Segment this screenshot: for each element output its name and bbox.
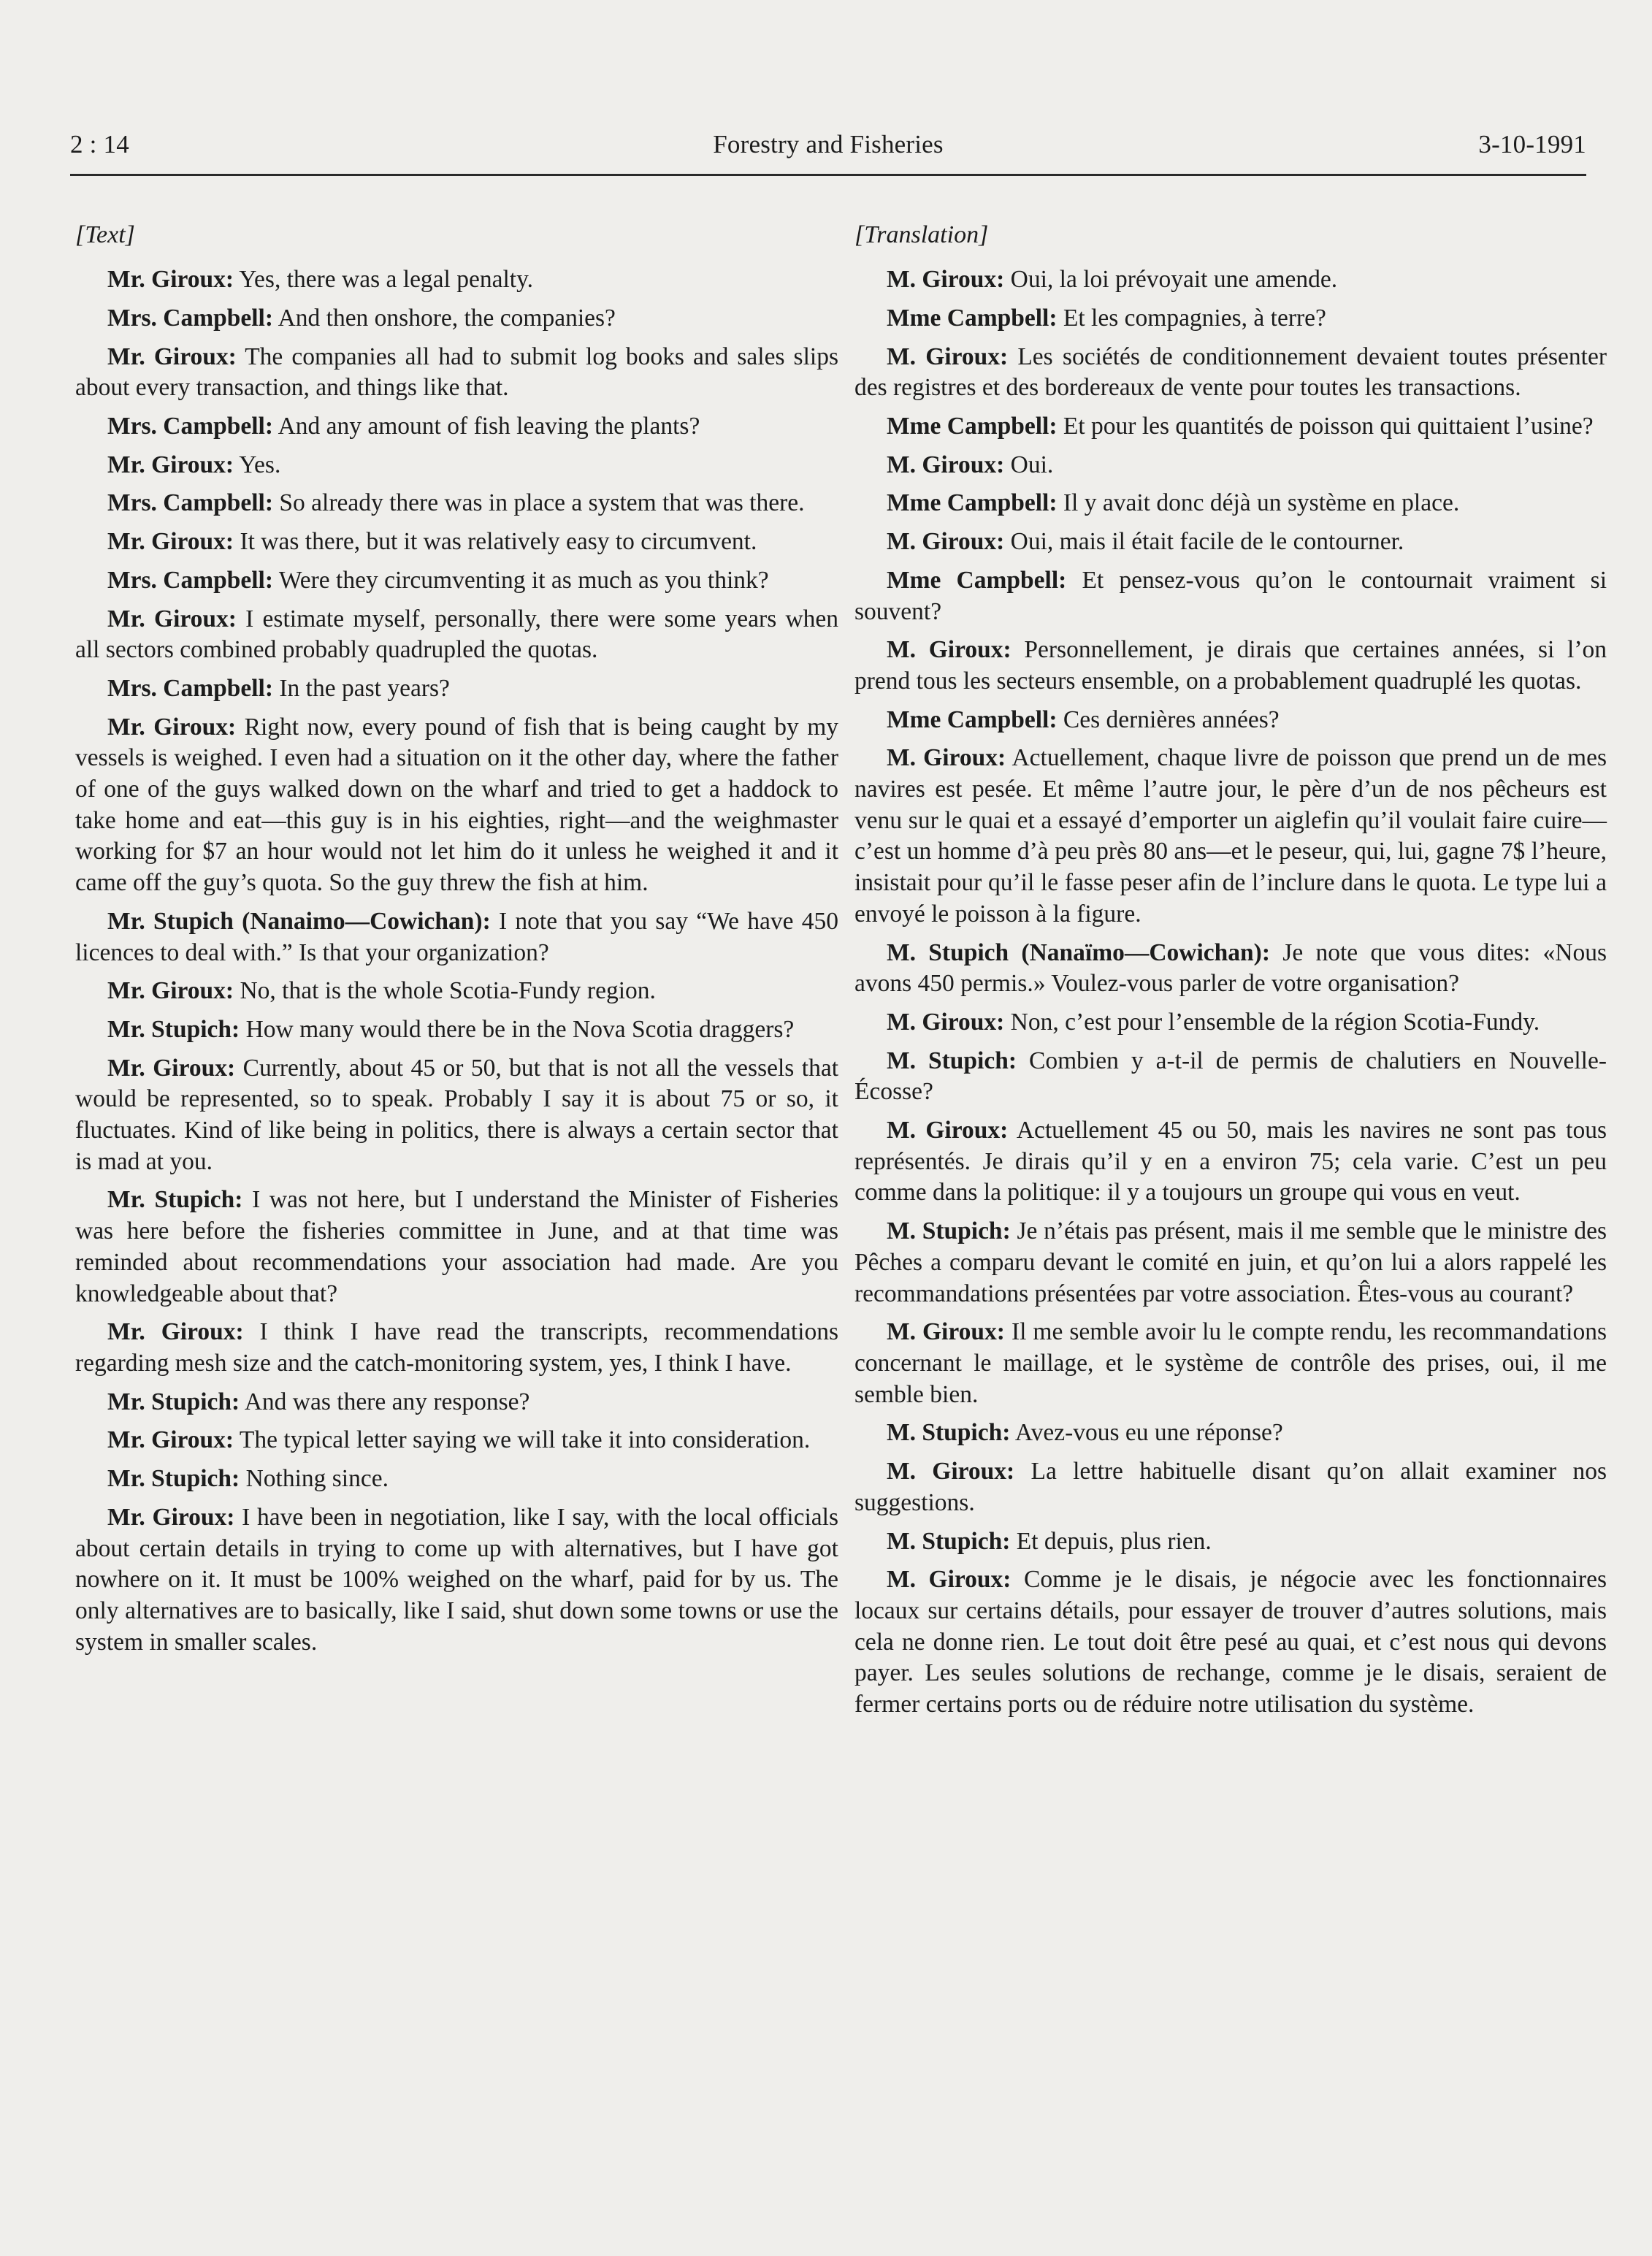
speaker-name: Mme Campbell: <box>887 489 1058 517</box>
speaker-name: M. Giroux: <box>887 1458 1015 1485</box>
speaker-name: M. Giroux: <box>887 1318 1005 1346</box>
dialogue-paragraph <box>854 303 1607 334</box>
dialogue-paragraph <box>854 1526 1607 1558</box>
speaker-name: Mr. Giroux: <box>107 1503 235 1531</box>
speaker-name: Mme Campbell: <box>887 706 1058 733</box>
dialogue-paragraph <box>75 303 838 334</box>
dialogue-paragraph <box>75 1387 838 1418</box>
speaker-name: Mr. Stupich: <box>107 1465 240 1493</box>
dialogue-paragraph <box>75 1014 838 1046</box>
speaker-name: Mr. Giroux: <box>107 713 237 741</box>
speaker-name: M. Giroux: <box>887 451 1005 478</box>
speaker-name: M. Stupich: <box>887 1047 1017 1074</box>
dialogue-paragraph <box>75 1425 838 1456</box>
speech-text: Et depuis, plus rien. <box>1016 1527 1212 1555</box>
speech-text: Ces dernières années? <box>1063 706 1280 733</box>
dialogue-paragraph <box>854 705 1607 736</box>
speech-text: Les sociétés de conditionnement devaient toutes présenter des registres et des bordereaux de vente pour toutes les transactions. <box>854 343 1607 402</box>
dialogue-paragraph <box>75 565 838 597</box>
dialogue-paragraph <box>854 743 1607 930</box>
speaker-name: Mr. Giroux: <box>107 343 237 370</box>
dialogue-paragraph <box>854 1115 1607 1209</box>
speech-text: The companies all had to submit log books and sales slips about every transaction, and things like that. <box>75 343 838 402</box>
dialogue-paragraph <box>854 264 1607 296</box>
speech-text: Et pour les quantités de poisson qui quittaient l’usine? <box>1063 413 1594 440</box>
dialogue-paragraph <box>75 1185 838 1309</box>
dialogue-paragraph <box>854 411 1607 443</box>
speech-text: Yes, there was a legal penalty. <box>239 266 534 294</box>
dialogue-paragraph <box>75 450 838 481</box>
speaker-name: Mrs. Campbell: <box>107 304 274 332</box>
running-header <box>70 129 1586 176</box>
speech-text: It was there, but it was relatively easy to circumvent. <box>240 528 757 556</box>
speaker-name: M. Giroux: <box>887 636 1012 664</box>
dialogue-paragraph <box>854 938 1607 1000</box>
dialogue-paragraph <box>854 1456 1607 1518</box>
speech-text: So already there was in place a system that was there. <box>279 489 805 517</box>
speech-text: Yes. <box>239 451 281 478</box>
speech-text: Nothing since. <box>245 1465 389 1493</box>
speech-text: Actuellement 45 ou 50, mais les navires ne sont pas tous représentés. Je dirais qu’il y en a environ 75; cela varie. C’est un peu comme dans la politique: il y a toujours un groupe qui vous en veut. <box>854 1117 1607 1207</box>
dialogue-paragraph <box>854 1317 1607 1410</box>
speech-text: Personnellement, je dirais que certaines années, si l’on prend tous les secteurs ensemble, on a probablement quadruplé les quotas. <box>854 636 1607 695</box>
dialogue-paragraph <box>75 527 838 558</box>
dialogue-paragraph <box>854 450 1607 481</box>
dialogue-paragraph <box>854 1564 1607 1721</box>
dialogue-paragraph <box>854 527 1607 558</box>
speaker-name: Mr. Giroux: <box>107 528 234 556</box>
dialogue-paragraph <box>75 1464 838 1495</box>
speech-text: Avez-vous eu une réponse? <box>1014 1419 1283 1447</box>
speech-text: Il y avait donc déjà un système en place. <box>1063 489 1460 517</box>
speech-text: Combien y a-t-il de permis de chalutiers en Nouvelle-Écosse? <box>854 1047 1607 1106</box>
speaker-name: Mrs. Campbell: <box>107 566 274 594</box>
dialogue-paragraph <box>854 1007 1607 1039</box>
dialogue-paragraph <box>854 488 1607 519</box>
english-paragraphs <box>75 264 838 1658</box>
speaker-name: Mr. Giroux: <box>107 1426 234 1454</box>
speech-text: I was not here, but I understand the Minister of Fisheries was here before the fisheries committee in June, and at that time was reminded about recommendations your association had made. Are you knowledgeable about that? <box>75 1186 838 1307</box>
speech-text: Et les compagnies, à terre? <box>1063 304 1326 332</box>
speech-text: I think I have read the transcripts, recommendations regarding mesh size and the catch-monitoring system, yes, I think I have. <box>75 1318 839 1377</box>
dialogue-paragraph <box>75 488 838 519</box>
french-paragraphs <box>854 264 1607 1721</box>
speaker-name: M. Giroux: <box>887 1117 1009 1144</box>
publication-title: Forestry and Fisheries <box>713 130 944 158</box>
speech-text: And then onshore, the companies? <box>278 304 616 332</box>
speech-text: No, that is the whole Scotia-Fundy region. <box>240 977 656 1005</box>
speech-text: Je n’étais pas présent, mais il me semble que le ministre des Pêches a comparu devant le comité en juin, et qu’on lui a alors rappelé les recommandations présentées par votre association. Êtes-vous au courant? <box>854 1217 1607 1307</box>
speaker-name: Mr. Giroux: <box>107 1054 236 1082</box>
speaker-name: Mr. Giroux: <box>107 1318 244 1346</box>
speaker-name: M. Giroux: <box>887 266 1005 294</box>
column-label-text: [Text] <box>75 221 135 248</box>
speech-text: I note that you say “We have 450 licences to deal with.” Is that your organization? <box>75 907 838 966</box>
dialogue-paragraph <box>854 635 1607 697</box>
dialogue-paragraph <box>854 1216 1607 1309</box>
speaker-name: M. Giroux: <box>887 343 1009 370</box>
speaker-name: Mr. Stupich: <box>107 1015 240 1043</box>
speech-text: I have been in negotiation, like I say, with the local officials about certain details in trying to come up with alternatives, but I have got nowhere on it. It must be 100% weighed on the wharf, paid for by us. The only alternatives are to basically, like I said, shut down some towns or use the system in smaller scales. <box>75 1503 839 1656</box>
speech-text: La lettre habituelle disant qu’on allait examiner nos suggestions. <box>854 1458 1607 1516</box>
speech-text: Right now, every pound of fish that is being caught by my vessels is weighed. I even had a situation on it the other day, where the father of one of the guys walked down on the wharf and tried to get a haddock to take home and eat—this guy is in his eighties, right—and the weighmaster working for $7 an hour would not let him do it unless he weighed it and it came off the guy’s quota. So the guy threw the fish at him. <box>75 713 839 897</box>
speech-text: How many would there be in the Nova Scotia draggers? <box>245 1015 795 1043</box>
speaker-name: Mme Campbell: <box>887 566 1067 594</box>
speaker-name: M. Giroux: <box>887 744 1006 772</box>
speech-text: Oui. <box>1010 451 1054 478</box>
speaker-name: Mr. Giroux: <box>107 451 234 478</box>
dialogue-paragraph <box>75 411 838 443</box>
speech-text: I estimate myself, personally, there were some years when all sectors combined probably quadrupled the quotas. <box>75 605 839 664</box>
speaker-name: M. Giroux: <box>887 1008 1005 1036</box>
dialogue-paragraph <box>75 604 838 666</box>
dialogue-paragraph <box>75 712 838 899</box>
speech-text: In the past years? <box>279 674 450 702</box>
speaker-name: M. Stupich: <box>887 1527 1011 1555</box>
speech-text: Currently, about 45 or 50, but that is not all the vessels that would be represented, so to speak. Probably I say it is about 75 or so, it fluctuates. Kind of like being in politics, there is always a certain sector that is mad at you. <box>75 1054 839 1175</box>
dialogue-paragraph <box>75 1502 838 1659</box>
dialogue-paragraph <box>75 342 838 404</box>
speaker-name: Mrs. Campbell: <box>107 413 274 440</box>
speaker-name: Mrs. Campbell: <box>107 674 274 702</box>
speaker-name: Mr. Giroux: <box>107 605 237 632</box>
speech-text: Non, c’est pour l’ensemble de la région Scotia-Fundy. <box>1010 1008 1540 1036</box>
speaker-name: M. Stupich (Nanaïmo—Cowichan): <box>887 938 1270 966</box>
speaker-name: M. Giroux: <box>887 1566 1012 1594</box>
speaker-name: Mrs. Campbell: <box>107 489 274 517</box>
speaker-name: M. Giroux: <box>887 528 1005 556</box>
english-column <box>75 219 838 1665</box>
speech-text: Je note que vous dites: «Nous avons 450 permis.» Voulez-vous parler de votre organisation? <box>854 938 1607 998</box>
speaker-name: Mr. Giroux: <box>107 977 234 1005</box>
dialogue-paragraph <box>75 1053 838 1178</box>
speech-text: Oui, mais il était facile de le contourner. <box>1010 528 1404 556</box>
dialogue-paragraph <box>75 906 838 968</box>
speech-text: Il me semble avoir lu le compte rendu, les recommandations concernant le maillage, et le système de contrôle des prises, oui, il me semble bien. <box>854 1318 1607 1408</box>
speech-text: And was there any response? <box>244 1388 530 1415</box>
speaker-name: Mme Campbell: <box>887 413 1058 440</box>
speaker-name: Mme Campbell: <box>887 304 1058 332</box>
speaker-name: Mr. Stupich: <box>107 1186 243 1214</box>
speech-text: Comme je le disais, je négocie avec les fonctionnaires locaux sur certains détails, pour essayer de trouver d’autres solutions, mais cela ne donne rien. Le tout doit être pesé au quai, et c’est nous qui devons payer. Les seules solutions de rechange, comme je le disais, seraient de fermer certains ports ou de réduire notre utilisation du système. <box>854 1566 1607 1718</box>
header-date: 3-10-1991 <box>1478 130 1586 158</box>
speech-text: Oui, la loi prévoyait une amende. <box>1010 266 1338 294</box>
column-label-translation: [Translation] <box>854 221 989 248</box>
speech-text: Were they circumventing it as much as you think? <box>278 566 769 594</box>
speech-text: Et pensez-vous qu’on le contournait vraiment si souvent? <box>854 566 1607 625</box>
dialogue-paragraph <box>75 673 838 705</box>
french-column <box>854 219 1607 1728</box>
dialogue-paragraph <box>854 565 1607 627</box>
speech-text: The typical letter saying we will take it into consideration. <box>239 1426 811 1454</box>
dialogue-paragraph <box>854 1046 1607 1108</box>
dialogue-paragraph <box>854 342 1607 404</box>
dialogue-paragraph <box>854 1418 1607 1449</box>
dialogue-paragraph <box>75 976 838 1007</box>
speaker-name: Mr. Stupich (Nanaimo—Cowichan): <box>107 907 491 935</box>
speech-text: Actuellement, chaque livre de poisson que prend un de mes navires est pesée. Et même l’autre jour, le père d’un de nos pêcheurs est venu sur le quai et a essayé d’emporter un aiglefin qu’il voulait faire cuire—c’est un homme d’à peu près 80 ans—et le peseur, qui, lui, gagne 7$ l’heure, insistait pour qu’il le fasse peser afin de l’inclure dans le quota. Le type lui a envoyé le poisson à la figure. <box>854 744 1607 928</box>
speaker-name: M. Stupich: <box>887 1419 1011 1447</box>
speaker-name: Mr. Stupich: <box>107 1388 240 1415</box>
speaker-name: M. Stupich: <box>887 1217 1011 1245</box>
speaker-name: Mr. Giroux: <box>107 266 234 294</box>
speech-text: And any amount of fish leaving the plants? <box>278 413 700 440</box>
page-number: 2 : 14 <box>70 130 129 158</box>
dialogue-paragraph <box>75 1317 838 1379</box>
dialogue-paragraph <box>75 264 838 296</box>
